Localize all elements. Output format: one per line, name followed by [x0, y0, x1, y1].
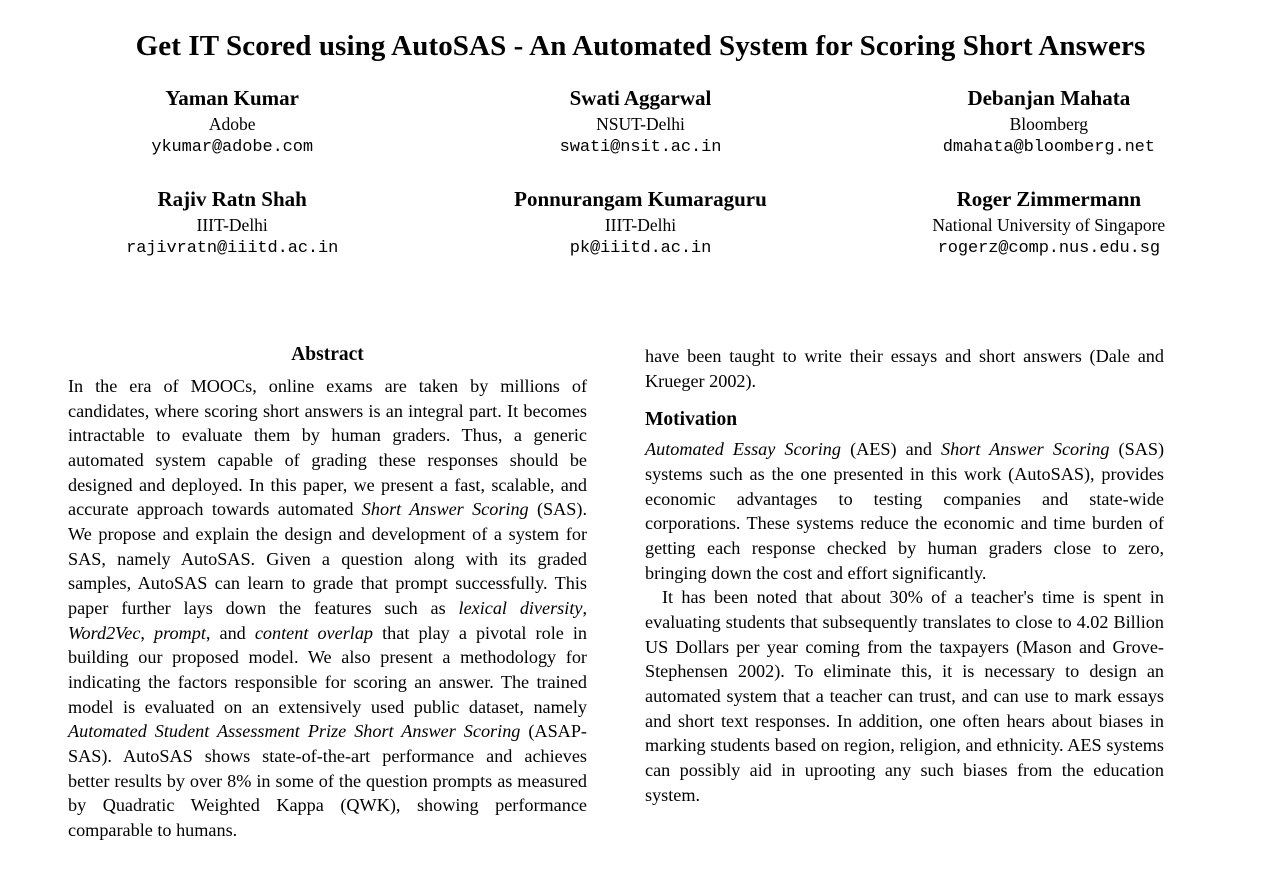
abstract-heading: Abstract — [291, 344, 364, 365]
author-block — [28, 186, 436, 261]
right-column — [645, 344, 1164, 842]
motivation-paragraph-1: Automated Essay Scoring (AES) and Short Answer Scoring (SAS) systems such as the one presented in this work (AutoSAS), provides economic advantages to testing companies and state-wide corporations. These systems reduce the economic and time burden of getting each response checked by human graders close to zero, bringing down the cost and effort significantly. — [645, 439, 1165, 583]
author-name: Ponnurangam Kumaraguru — [514, 187, 767, 212]
intro-continuation-paragraph: have been taught to write their essays and short answers (Dale and Krueger 2002). — [645, 346, 1164, 391]
author-block — [845, 186, 1253, 261]
author-affiliation: Bloomberg — [1009, 113, 1089, 134]
author-row-2 — [28, 186, 1253, 261]
author-email: pk@iiitd.ac.in — [569, 239, 712, 259]
author-block — [436, 186, 844, 261]
author-block — [845, 85, 1253, 160]
author-email: ykumar@adobe.com — [151, 138, 313, 158]
left-column — [68, 344, 587, 842]
paper-page — [0, 30, 1281, 890]
author-email: dmahata@bloomberg.net — [942, 138, 1155, 158]
author-affiliation: NSUT-Delhi — [596, 113, 685, 134]
author-email: swati@nsit.ac.in — [559, 138, 722, 158]
author-affiliation: Adobe — [208, 113, 256, 134]
author-name: Roger Zimmermann — [956, 187, 1142, 212]
author-email: rogerz@comp.nus.edu.sg — [937, 239, 1160, 259]
author-name: Rajiv Ratn Shah — [157, 187, 307, 212]
author-row-1 — [28, 85, 1253, 160]
author-name: Yaman Kumar — [165, 86, 299, 111]
author-affiliation: IIIT-Delhi — [196, 214, 268, 235]
abstract-paragraph: In the era of MOOCs, online exams are taken by millions of candidates, where scoring short answers is an integral part. It becomes intractable to evaluate them by human graders. Thus, a generic automated system capable of grading these responses should be designed and deployed. In this paper, we present a fast, scalable, and accurate approach towards automated Short Answer Scoring (SAS). We propose and explain the design and development of a system for SAS, namely AutoSAS. Given a question along with its graded samples, AutoSAS can learn to grade that prompt successfully. This paper further lays down the features such as lexical diversity, Word2Vec, prompt, and content overlap that play a pivotal role in building our proposed model. We also present a methodology for indicating the factors responsible for scoring an answer. The trained model is evaluated on an extensively used public dataset, namely Automated Student Assessment Prize Short Answer Scoring (ASAP-SAS). AutoSAS shows state-of-the-art performance and achieves better results by over 8% in some of the question prompts as measured by Quadratic Weighted Kappa (QWK), showing performance comparable to humans. — [68, 376, 588, 840]
page-title: Get IT Scored using AutoSAS - An Automated System for Scoring Short Answers — [135, 30, 1146, 62]
author-block — [28, 85, 436, 160]
author-affiliation: National University of Singapore — [932, 214, 1166, 235]
author-list — [28, 85, 1253, 261]
author-name: Swati Aggarwal — [569, 86, 712, 111]
motivation-heading: Motivation — [645, 409, 738, 431]
author-affiliation: IIIT-Delhi — [604, 214, 677, 235]
two-column-body — [68, 344, 1213, 842]
author-email: rajivratn@iiitd.ac.in — [126, 239, 339, 259]
author-name: Debanjan Mahata — [967, 86, 1131, 111]
author-block — [436, 85, 844, 160]
motivation-paragraph-2: It has been noted that about 30% of a teacher's time is spent in evaluating students that subsequently translates to close to 4.02 Billion US Dollars per year coming from the taxpayers (Mason and Grove-Stephensen 2002). To eliminate this, it is necessary to design an automated system that a teacher can trust, and can use to mark essays and short text responses. In addition, one often hears about biases in marking students based on region, religion, and ethnicity. AES systems can possibly aid in uprooting any such biases from the education system. — [645, 587, 1164, 805]
